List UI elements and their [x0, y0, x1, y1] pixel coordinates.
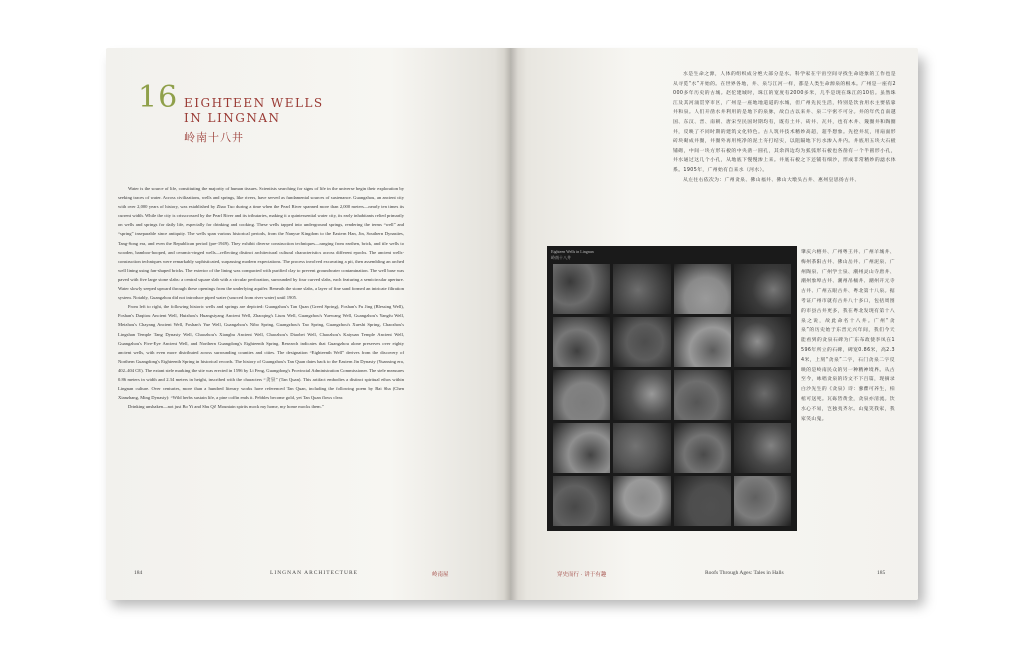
body-paragraph-1: Water is the source of life, constituting the majority of human tissues. Scientists searching for signs of life in the universe begin their exploration by seeking traces of water. Across civilizations, wells and springs, like rivers, have served as fundamental sources of sustenance. Guangzhou, an ancient city with over 2,000 years of history, was established by Zhao Tuo during a time when the Pearl River spanned more than 2,000 meters—nearly ten times its current width. While the city is crisscrossed by the Pearl River and its tributaries, making it a quintessential water city, its early inhabitants relied primarily on wells and springs for daily life, especially for drinking and cooking. These wells tapped into underground springs, rendering the terms “well” and “spring” inseparable since antiquity. The wells span various historical periods, from the Nanyue Kingdom to the Eastern Han, Jin, Southern Dynasties, Tang-Song era, and even the Republican period (pre-1949). They exhibit diverse construction techniques—ranging from earthen, brick, and tile wells to wooden, bamboo-hooped, and ceramic-ringed wells—reflecting distinct architectural cultural characteristics across different epochs. The ancient wells-construction techniques were remarkably sophisticated, surpassing modern expectations. The process involved excavating a pit, then assembling an arched well lining using fan-shaped bricks. The exterior of the lining was compacted with purified clay to prevent groundwater contamination. The well base was paved with five large stone slabs: a central square slab with a circular perforation, surrounded by four curved slabs, each featuring a semicircular aperture. Water slowly seeped upward through these openings from the underlying aquifer. Beneath the stone slabs, a layer of fine sand formed an intricate filtration system. Notably, Guangzhou did not introduce piped water (sourced from river water) until 1905.	[118, 186, 404, 301]
well-photo	[674, 317, 731, 367]
well-photo	[734, 423, 791, 473]
body-paragraph-3: Drinking unshaken—not just Bo Yi and Shu Qi! Mountain spirits mock my home, my home mocks them.”	[128, 404, 324, 410]
footer-title-left: LINGNAN ARCHITECTURE	[270, 570, 358, 576]
well-photo	[613, 476, 670, 526]
well-photo	[553, 317, 610, 367]
footer-cn-right: 穿史而行 · 讲于有趣	[557, 572, 607, 578]
well-photo	[553, 423, 610, 473]
cn-paragraph-1: 水是生命之源，人体的组织成分绝大部分是水。科学家在宇宙空间寻找生命迹象的工作也是从寻觅“水”开始的。在世界各地，井、泉与江河一样，都是人类生命源泉的根本。广州是一座有2000多年历史的古城。赵佗建城时，珠江的宽度有2000多米，几乎是现在珠江的10倍。虽然珠江及其河涌贯穿市区，广州是一座地地道道的水城，但广州先民生活，特别是饮食用水主要依靠井和泉。人们开凿水井利用的是地下的泉脉，故自古以来井、泉二字密不可分。井的年代自南越国、东汉、晋、南朝、唐宋至民国时期均有，既有土井、砖井、瓦井，也有木井、篾圈井和陶圈井，反映了不同时期的建筑文化特色。古人筑井技术精妙高超，超乎想象。先挖井坑，用扇面形砖块砌成井圈，井圈外再用纯净的泥土夯打结实，以阻隔地下污水渗入井内。井底用五块大石板铺砌，中间一块方形石板的中央凿一圆孔，其余四边均为弧弧形石板也各凿有一个半圆形小孔，井水通过这几个小孔，从地底下慢慢渗上来。井底石板之下还铺有细沙，形成非常精妙的滤水体系。1905年，广州始有自来水（河水）。	[673, 72, 896, 173]
book-spread	[106, 48, 918, 600]
well-photo	[674, 264, 731, 314]
well-photo	[734, 264, 791, 314]
well-photo	[734, 476, 791, 526]
right-page	[511, 48, 918, 600]
well-photo	[734, 370, 791, 420]
cn-paragraph-2-wide: 从左往右依次为：广州贪泉、佛山福井、佛山大墩头古井、惠州皇思扬古井、	[683, 177, 860, 183]
well-photo	[734, 317, 791, 367]
chapter-number: 16	[138, 80, 179, 115]
well-photo	[553, 370, 610, 420]
well-photo	[674, 370, 731, 420]
page-number-right: 185	[877, 570, 886, 576]
well-photo	[613, 317, 670, 367]
english-body-text	[118, 184, 404, 411]
wells-photo-grid	[547, 246, 797, 531]
well-photo	[553, 264, 610, 314]
left-page	[106, 48, 511, 600]
well-photo	[553, 476, 610, 526]
chapter-title-line2: IN LINGNAN	[184, 111, 281, 125]
photo-grid-cells	[553, 264, 791, 526]
photo-caption	[551, 249, 594, 261]
chapter-title-cn: 岭南十八井	[184, 131, 244, 144]
well-photo	[613, 423, 670, 473]
book-gutter	[504, 48, 518, 600]
footer-title-right: Roofs Through Ages: Tales in Halls	[705, 570, 784, 576]
page-number-left: 184	[134, 570, 143, 576]
well-photo	[613, 264, 670, 314]
cn-paragraph-2-narrow: 肇庆六榕井、广州粤王井、广州羊城井、梅州茶阳古井、佛山岳井、广州泥泉、广州陶泉、广州学士泉、潮州灵山寺唐井、潮州象埠古井、潮州吊桶井、潮州开元寺古井、广州五眼古井、粤北第十八泉。据考证广州市就有古井八十多口，包括周围的市县古井更多，我在粤北发现有第十八泉之说，故此命名十八井。广州“贪泉”的历史始于东晋元兴年间，我们今天能看到的贪泉石碑为广东布政使李凤在1596年所立的石碑，碑宽0.86米，高2.34米，上刻“贪泉”二字，石门贪泉二字反映的是岭南民众的另一种精神境界。从古至今，咏唱贪泉的诗文不下百篇，现摘录白沙先生的《贪泉》诗：蓼藿可养生，柏棺可送死。瓦砾皆黄金，贪泉亦清流。饮水心不易，岂独夷齐尔。山鬼笑我家，我家笑山鬼。	[801, 250, 895, 422]
chapter-title-line1: EIGHTEEN WELLS	[184, 96, 324, 110]
chinese-body-text	[673, 70, 896, 185]
photo-caption-en: Eighteen Wells in Lingnan	[551, 249, 594, 254]
well-photo	[674, 423, 731, 473]
body-paragraph-2: From left to right, the following historic wells and springs are depicted: Guangzhou's Tan Quan (Greed Spring), Foshan's Fu Jing (Blessing Well), Foshan's Daqitou Ancient Well, Huizhou's Huangsiyang Ancient Well, Zhaoqing's Liuru Well, Guangzhou's Yuewang Well, Guangzhou's Yangfu Well, Meizhou's Chayang Ancient Well, Foshan's Yue Well, Guangzhou's Nibo Spring, Guangzhou's Tao Spring, Guangzhou's Xueshi Spring, Chaozhou's Lingshan Temple Tang Dynasty Well, Chaozhou's Xiangbu Ancient Well, Chaozhou's Diaobei Well, Chaozhou's Kaiyuan Temple Ancient Well, Guangzhou's Five-Eye Ancient Well, and Northern Guangdong's Eighteenth Spring. Research indicates that Guangzhou alone preserves over eighty ancient wells, with even more distributed across surrounding counties and cities. The designation “Eighteenth Well” derives from the discovery of Northern Guangdong's Eighteenth Spring in historical records. The history of Guangzhou's Tan Quan dates back to the Eastern Jin Dynasty (Yuanxing era, 402–404 CE). The extant stele marking the site was erected in 1596 by Li Feng, Guangdong's Provincial Administration Commissioner. The stele measures 0.86 meters in width and 2.34 meters in height, inscribed with the characters “贪泉” (Tan Quan). This artifact embodies a distinct spiritual ethos within Lingnan culture. Over centuries, more than a hundred literary works have referenced Tan Quan, including the following poem by Bai Sha (Chen Xianzhang, Ming Dynasty): “Wild herbs sustain life, a pine coffin ends it. Pebbles become gold, yet Tan Quan flows clear.	[118, 304, 404, 401]
well-photo	[674, 476, 731, 526]
chapter-title	[184, 96, 324, 126]
well-photo	[613, 370, 670, 420]
photo-caption-cn: 岭南十八井	[551, 255, 571, 260]
footer-cn-left: 岭南屋	[432, 572, 449, 578]
